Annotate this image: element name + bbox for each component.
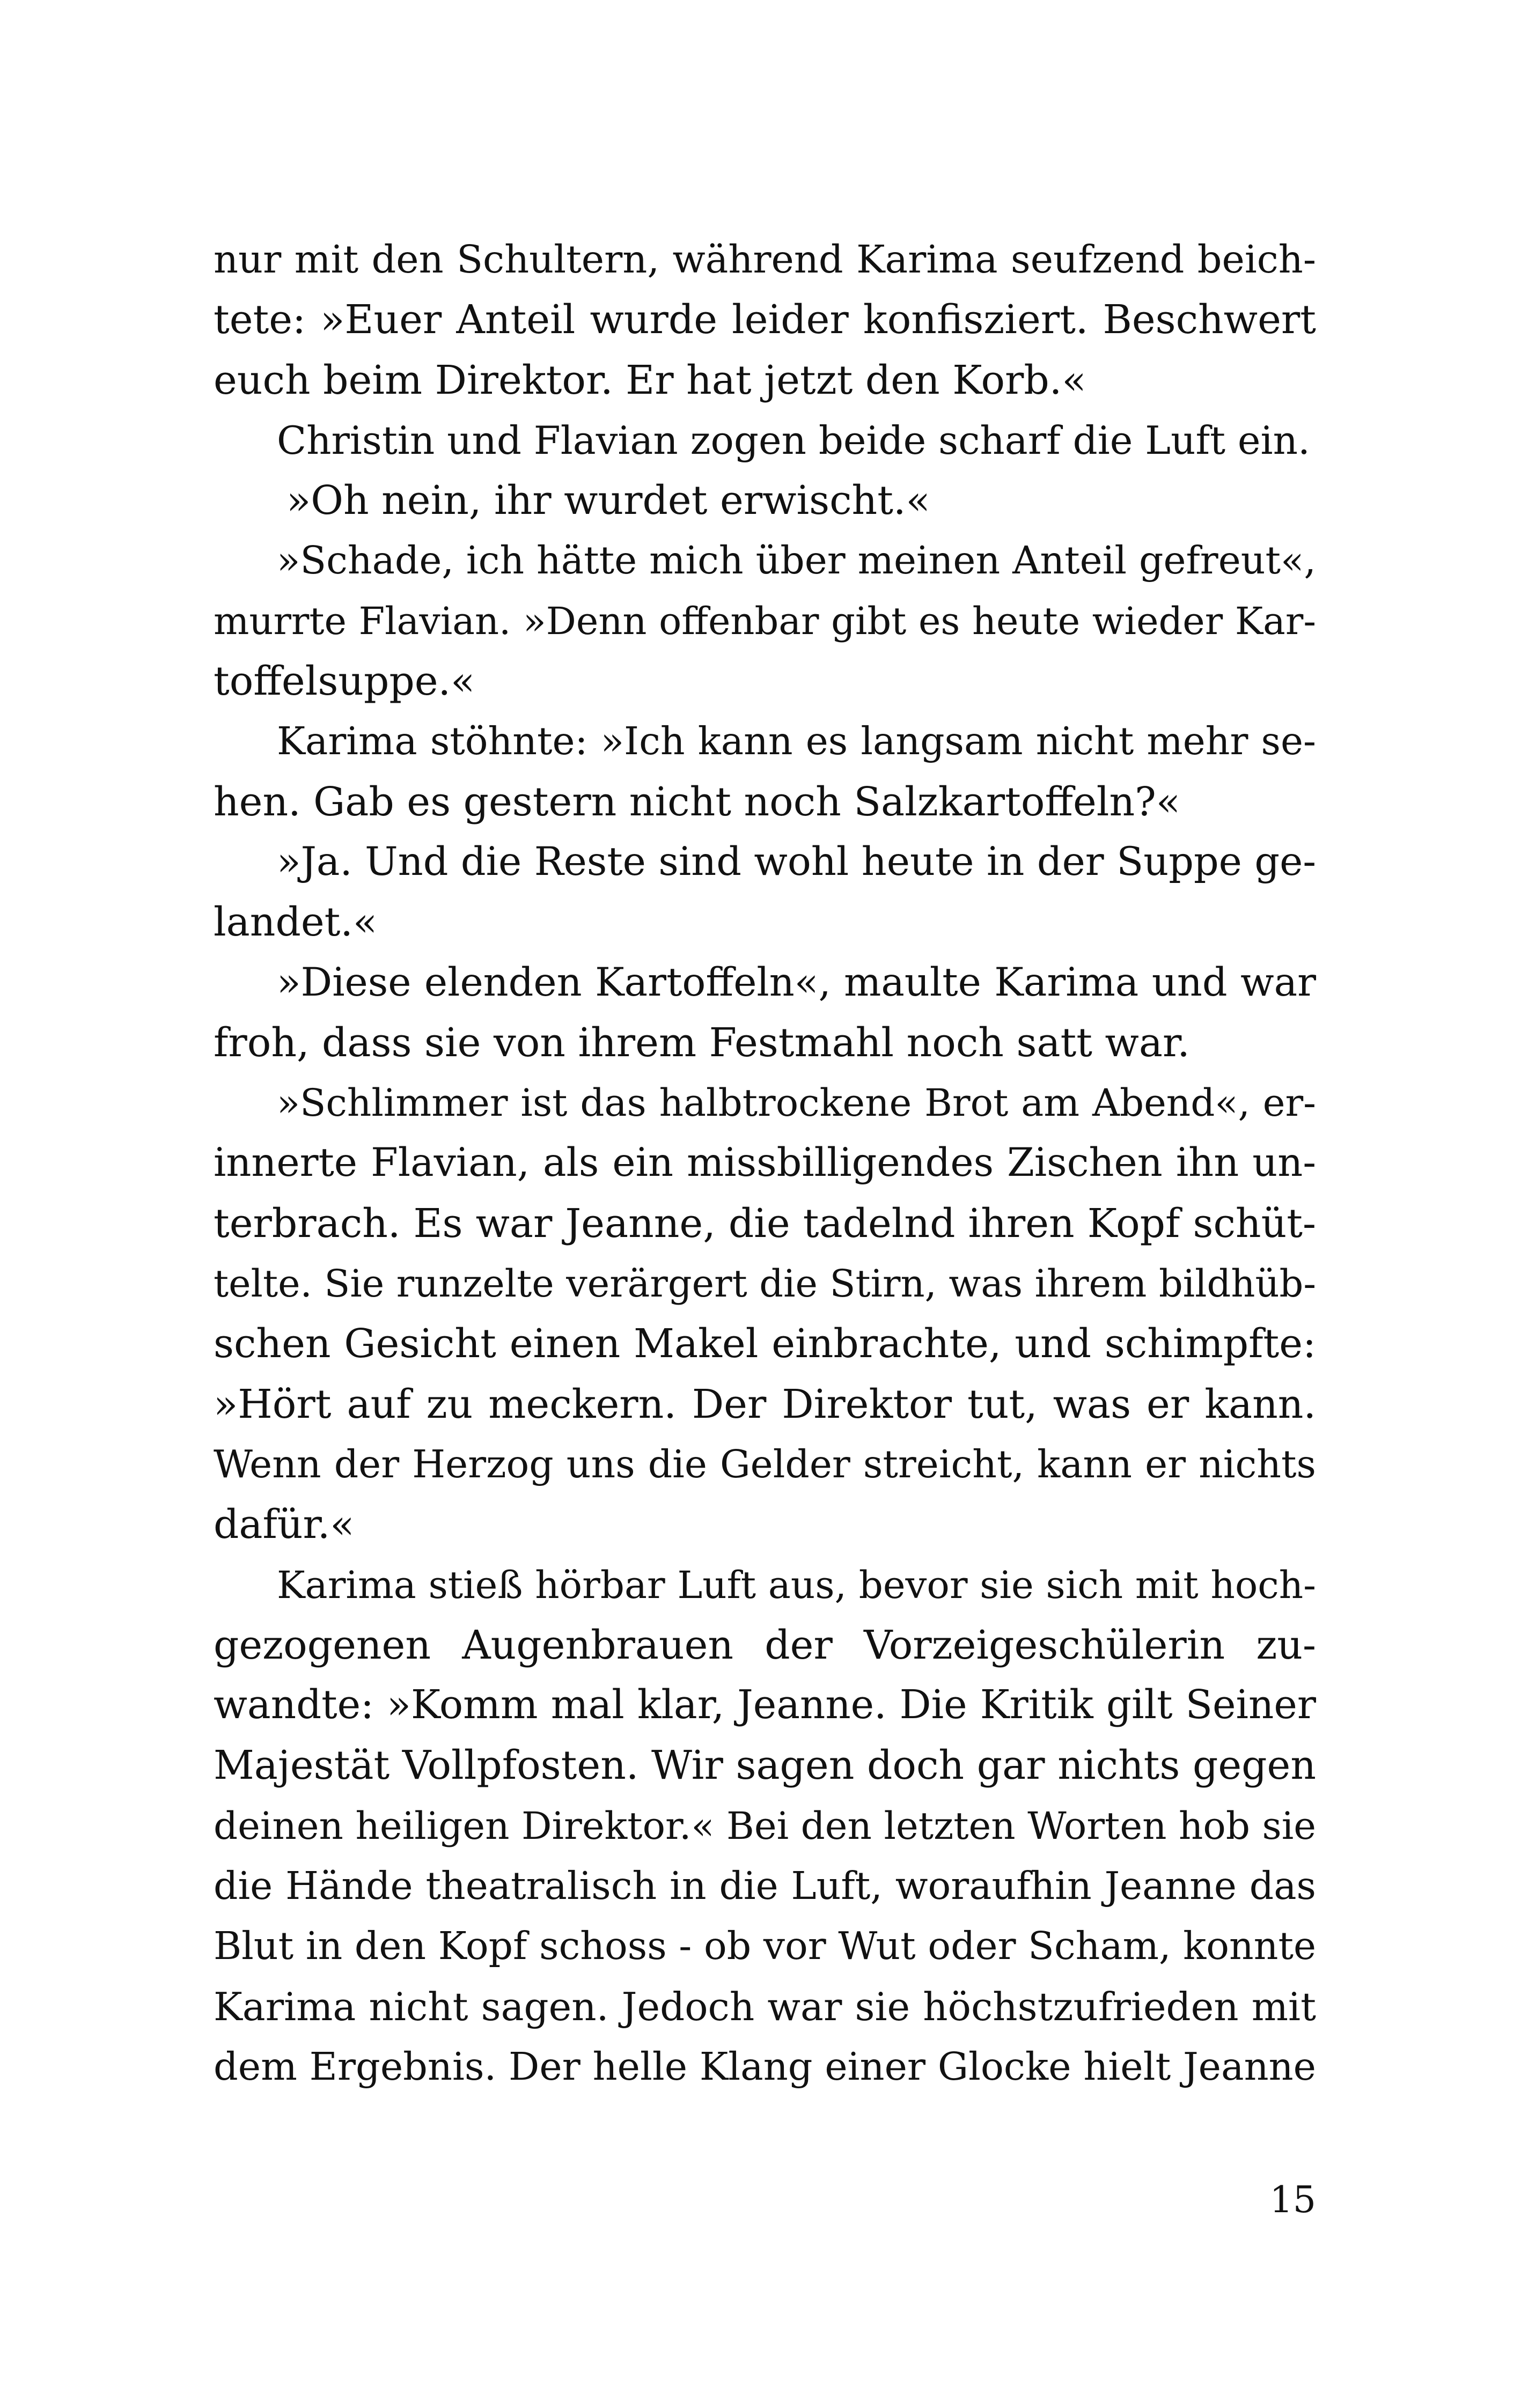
text-line: »Schade, ich hätte mich über meinen Anteil gefreut«,: [277, 538, 1316, 583]
text-line: telte. Sie runzelte verärgert die Stirn, was ihrem bildhüb-: [214, 1262, 1316, 1306]
text-line: innerte Flavian, als ein missbilligendes Zischen ihn un-: [214, 1140, 1316, 1186]
text-line: murrte Flavian. »Denn offenbar gibt es heute wieder Kar-: [214, 599, 1316, 643]
text-line: die Hände theatralisch in die Luft, woraufhin Jeanne das: [214, 1864, 1316, 1909]
text-line: deinen heiligen Direktor.« Bei den letzten Worten hob sie: [214, 1803, 1316, 1848]
text-line: »Schlimmer ist das halbtrockene Brot am Abend«, er-: [277, 1081, 1316, 1125]
text-line: nur mit den Schultern, während Karima seufzend beich-: [214, 237, 1316, 282]
text-line: »Diese elenden Kartoffeln«, maulte Karima und war: [277, 959, 1316, 1005]
text-line: Karima nicht sagen. Jedoch war sie höchstzufrieden mit: [214, 1984, 1316, 2029]
text-line: froh, dass sie von ihrem Festmahl noch satt war.: [214, 1019, 1190, 1066]
text-line: schen Gesicht einen Makel einbrachte, und schimpfte:: [214, 1321, 1316, 1367]
text-line: Wenn der Herzog uns die Gelder streicht, kann er nichts: [214, 1441, 1316, 1486]
text-line: »Hört auf zu meckern. Der Direktor tut, was er kann.: [214, 1381, 1316, 1427]
text-line: terbrach. Es war Jeanne, die tadelnd ihren Kopf schüt-: [214, 1200, 1316, 1247]
text-line: Majestät Vollpfosten. Wir sagen doch gar nichts gegen: [214, 1742, 1316, 1789]
page-number: 15: [1269, 2179, 1316, 2221]
text-line: Christin und Flavian zogen beide scharf die Luft ein.: [277, 417, 1310, 463]
text-line: »Oh nein, ihr wurdet erwischt.«: [286, 477, 930, 524]
text-line: euch beim Direktor. Er hat jetzt den Korb.«: [214, 357, 1086, 403]
text-line: wandte: »Komm mal klar, Jeanne. Die Kritik gilt Seiner: [214, 1682, 1316, 1728]
text-line: Blut in den Kopf schoss - ob vor Wut oder Scham, konnte: [214, 1924, 1316, 1969]
text-line: dem Ergebnis. Der helle Klang einer Glocke hielt Jeanne: [214, 2044, 1316, 2089]
text-line: toffelsuppe.«: [214, 658, 475, 705]
text-line: Karima stöhnte: »Ich kann es langsam nicht mehr se-: [277, 719, 1316, 764]
body-text: [214, 230, 1316, 2097]
text-line: gezogenen Augenbrauen der Vorzeigeschülerin zu-: [214, 1622, 1316, 1668]
text-line: landet.«: [214, 899, 378, 946]
text-line: »Ja. Und die Reste sind wohl heute in der Suppe ge-: [277, 838, 1316, 885]
text-line: dafür.«: [214, 1501, 355, 1548]
text-line: Karima stieß hörbar Luft aus, bevor sie sich mit hoch-: [277, 1563, 1316, 1607]
text-line: tete: »Euer Anteil wurde leider konfisziert. Beschwert: [214, 297, 1316, 343]
text-line: hen. Gab es gestern nicht noch Salzkartoffeln?«: [214, 778, 1181, 825]
